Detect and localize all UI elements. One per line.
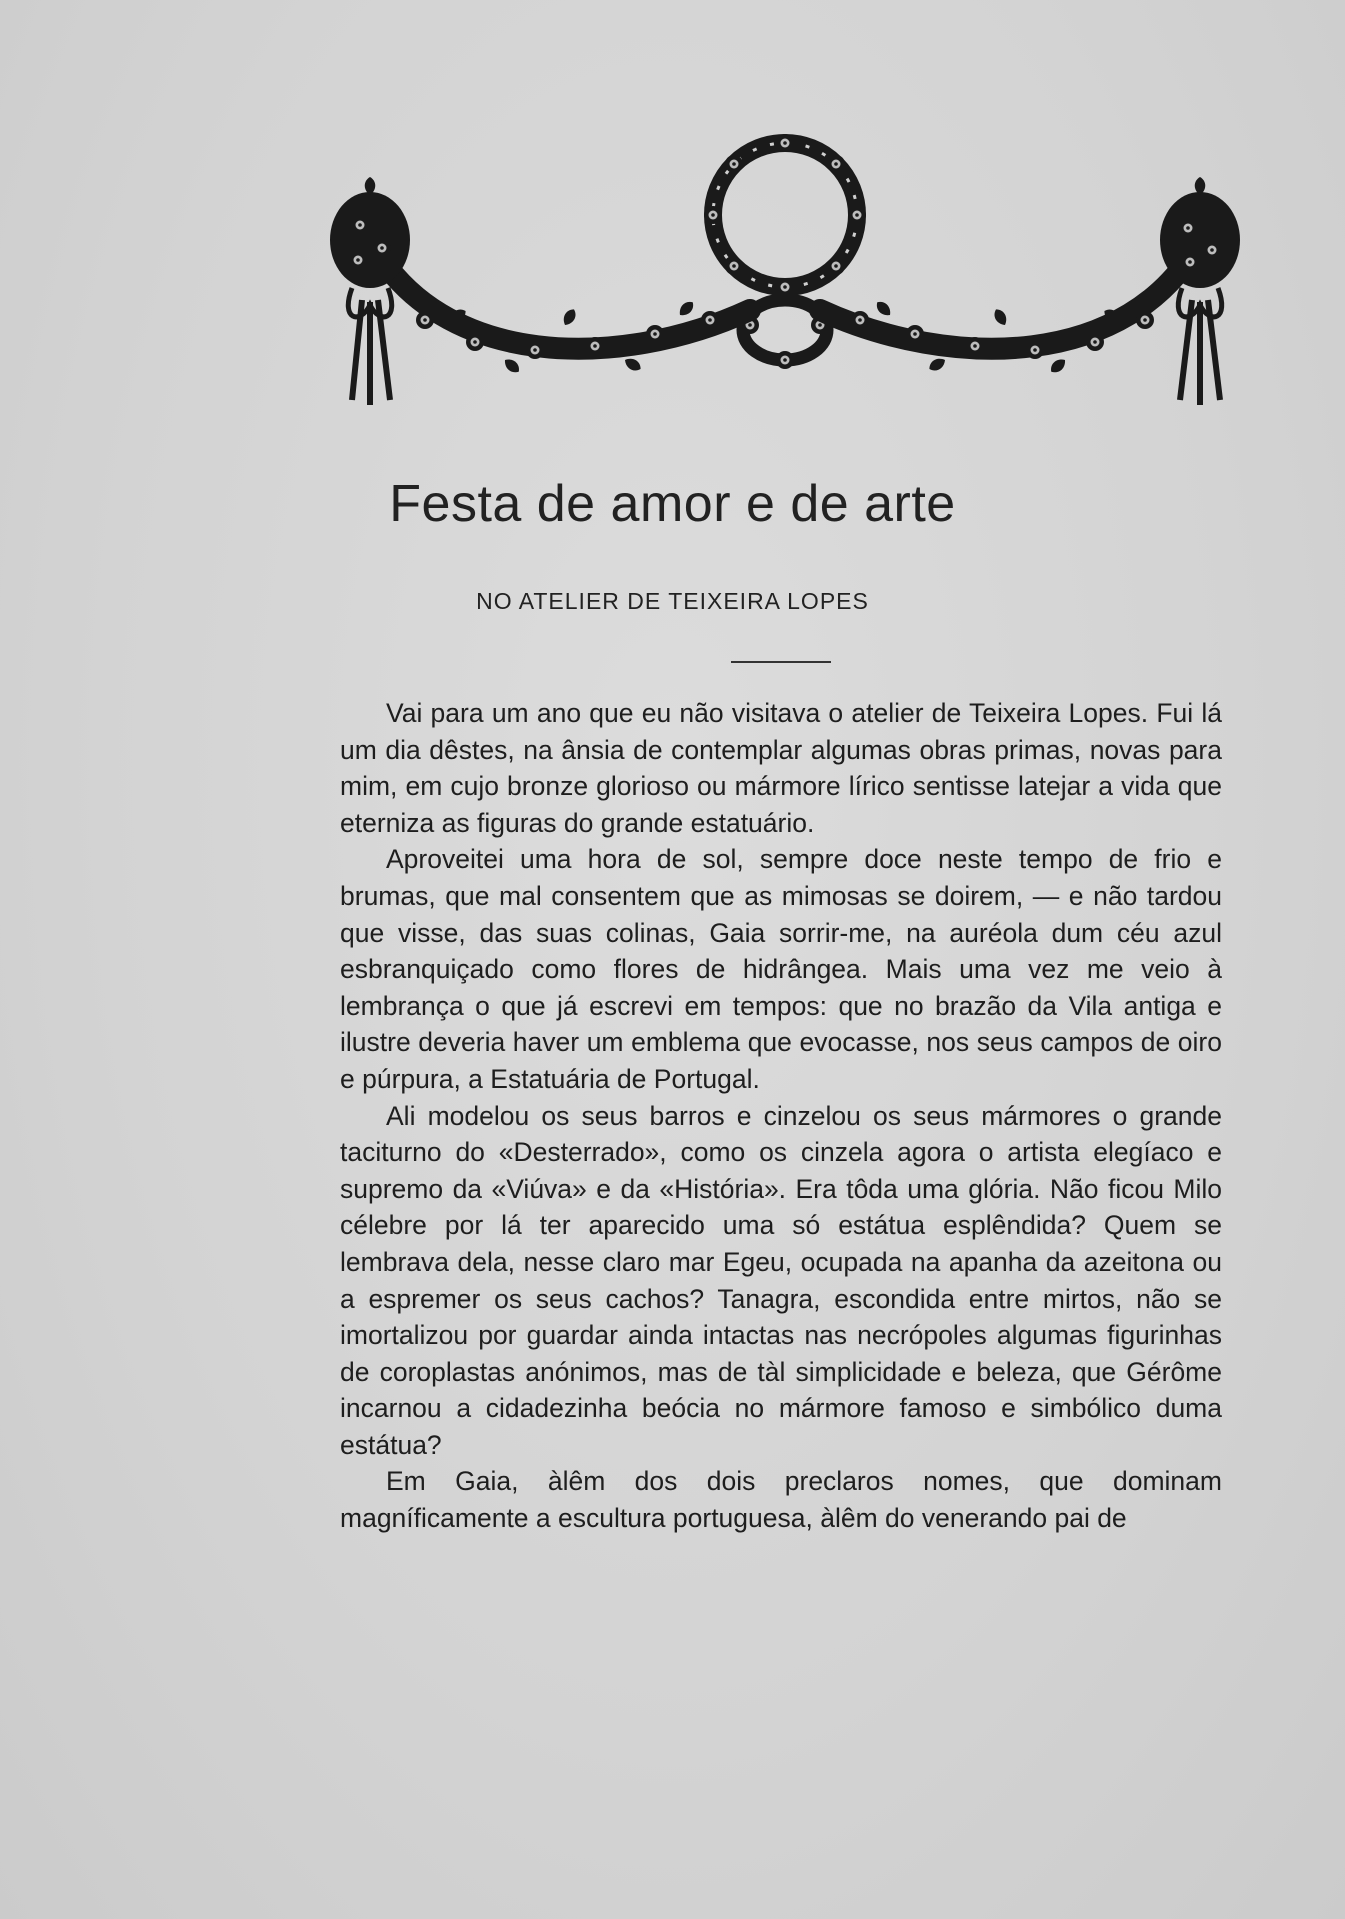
floral-garland-wreath-icon	[330, 120, 1240, 420]
paragraph: Em Gaia, àlêm dos dois preclaros nomes, que dominam magníficamente a escultura portuguesa, àlêm do venerando pai de	[340, 1466, 1222, 1534]
article-subtitle: NO ATELIER DE TEIXEIRA LOPES	[476, 588, 869, 614]
paragraph: Aproveitei uma hora de sol, sempre doce neste tempo de frio e brumas, que mal consentem que as mimosas se doirem, — e não tardou que visse, das suas colinas, Gaia sorrir-me, na auréola dum céu azul esbranquiçado como flores de hidrângea. Mais uma vez me veio à lembrança o que já escrevi em tempos: que no brazão da Vila antiga e ilustre deveria haver um emblema que evocasse, nos seus campos de oiro e púrpura, a Estatuária de Portugal.	[340, 844, 1222, 1094]
article-title: Festa de amor e de arte	[389, 475, 956, 533]
paragraph: Ali modelou os seus barros e cinzelou os seus mármores o grande taciturno do «Desterrado», como os cinzela agora o artista elegíaco e supremo da «Viúva» e da «História». Era tôda uma glória. Não ficou Milo célebre por lá ter aparecido uma só estátua esplêndida? Quem se lembrava dela, nesse claro mar Egeu, ocupada na apanha da azeitona ou a espremer os seus cachos? Tanagra, escondida entre mirtos, não se imortalizou por guardar ainda intactas nas necrópoles algumas figurinhas de coroplastas anónimos, mas de tàl simplicidade e beleza, que Gérôme incarnou a cidadezinha beócia no mármore famoso e simbólico duma estátua?	[340, 1100, 1222, 1460]
divider-rule	[731, 661, 831, 663]
article-body	[340, 695, 1222, 1537]
paragraph: Vai para um ano que eu não visitava o atelier de Teixeira Lopes. Fui lá um dia dêstes, na ânsia de contemplar algumas obras primas, novas para mim, em cujo bronze glorioso ou mármore lírico sentisse latejar a vida que eterniza as figuras do grande estatuário.	[340, 698, 1222, 838]
